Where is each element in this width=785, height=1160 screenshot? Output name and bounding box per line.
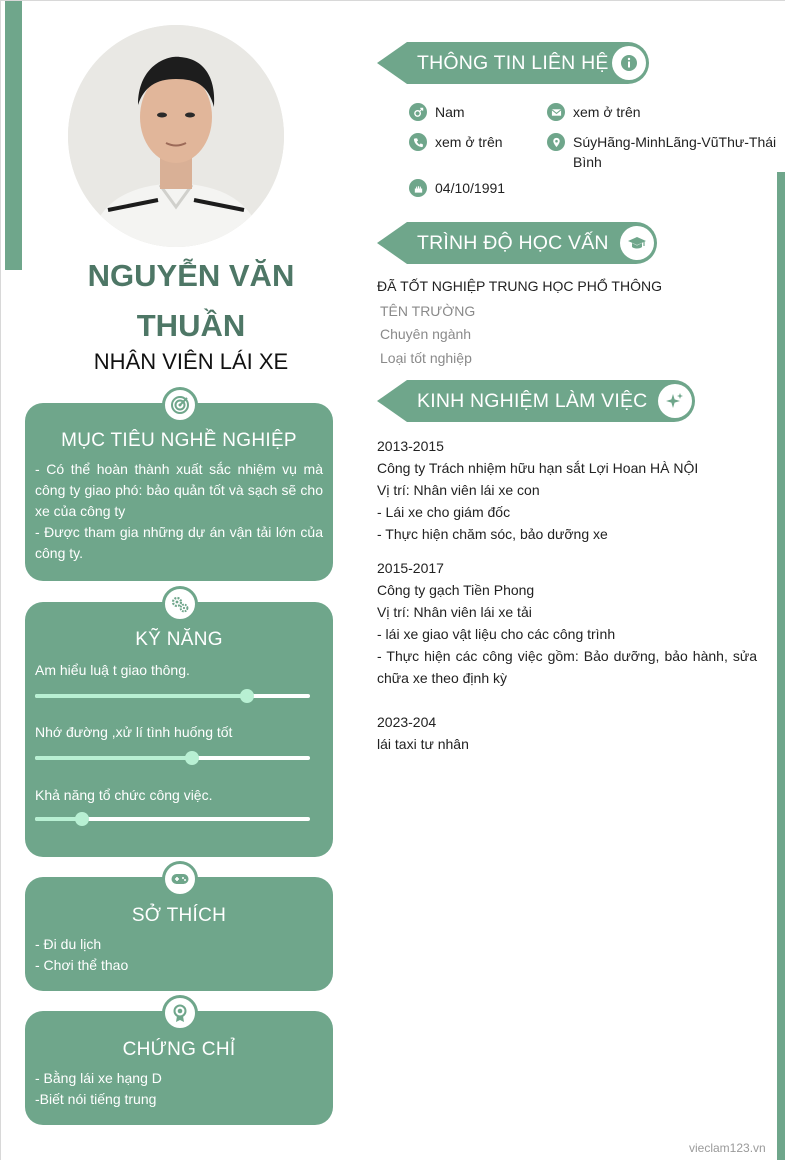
email-value: xem ở trên <box>573 104 641 120</box>
experience-item <box>377 711 757 755</box>
graduation-cap-icon <box>620 226 654 260</box>
contact-phone <box>409 132 539 152</box>
info-icon <box>612 46 646 80</box>
location-pin-icon <box>547 133 565 151</box>
contact-email <box>547 102 747 122</box>
hobbies-body <box>25 934 333 976</box>
gears-icon <box>162 586 198 622</box>
skills-card <box>25 602 333 857</box>
address-line-1: SúyHãng-MinhLãng-VũThư-Thái <box>573 134 777 150</box>
experience-note: lái taxi tư nhân <box>377 736 469 752</box>
education-grade: Loại tốt nghiệp <box>380 350 472 366</box>
gamepad-icon <box>162 861 198 897</box>
education-section-header <box>377 222 657 264</box>
header-arrow <box>377 222 407 264</box>
skill-slider <box>35 817 310 821</box>
experience-item <box>377 557 757 689</box>
skill-fill <box>35 756 192 760</box>
experience-duty: - Thực hiện chăm sóc, bảo dưỡng xe <box>377 526 608 542</box>
header-arrow <box>377 42 407 84</box>
objective-line: - Có thể hoàn thành xuất sắc nhiệm vụ mà công ty giao phó: bảo quản tốt và sạch sẽ cho xe của công ty <box>35 461 323 519</box>
experience-position: Vị trí: Nhân viên lái xe tải <box>377 604 532 620</box>
experience-duty: - Thực hiện các công việc gồm: Bảo dưỡng, bảo hành, sửa chữa xe theo định kỳ <box>377 648 757 686</box>
gender-value: Nam <box>435 104 465 120</box>
contact-title: THÔNG TIN LIÊN HỆ <box>407 42 649 84</box>
contact-birthday <box>409 178 539 198</box>
target-icon <box>162 387 198 423</box>
skill-knob <box>75 812 89 826</box>
phone-icon <box>409 133 427 151</box>
experience-company: Công ty Trách nhiệm hữu hạn sắt Lợi Hoan HÀ NỘI <box>377 460 699 476</box>
education-degree: ĐÃ TỐT NGHIỆP TRUNG HỌC PHỔ THÔNG <box>377 278 662 294</box>
hobbies-card <box>25 877 333 991</box>
skill-slider <box>35 756 310 760</box>
objective-body <box>25 459 333 564</box>
contact-gender <box>409 102 539 122</box>
skill-knob <box>240 689 254 703</box>
hobby-item: - Chơi thể thao <box>35 957 129 973</box>
objective-card <box>25 403 333 581</box>
experience-title: KINH NGHIỆM LÀM VIỆC <box>407 380 695 422</box>
experience-item <box>377 435 757 545</box>
certificate-item: - Bằng lái xe hạng D <box>35 1070 162 1086</box>
hobbies-title: SỞ THÍCH <box>131 905 227 926</box>
experience-period: 2013-2015 <box>377 438 444 454</box>
experience-period: 2023-204 <box>377 714 437 730</box>
experience-duty: - lái xe giao vật liệu cho các công trình <box>377 626 616 642</box>
award-icon <box>162 995 198 1031</box>
skill-label: Am hiểu luậ t giao thông. <box>35 662 190 678</box>
experience-duty: - Lái xe cho giám đốc <box>377 504 511 520</box>
skill-fill <box>35 694 247 698</box>
phone-value: xem ở trên <box>435 134 503 150</box>
gender-icon <box>409 103 427 121</box>
header-arrow <box>377 380 407 422</box>
education-title: TRÌNH ĐỘ HỌC VẤN <box>407 222 657 264</box>
experience-period: 2015-2017 <box>377 560 444 576</box>
right-accent-bar <box>777 172 785 1160</box>
certificates-title: CHỨNG CHỈ <box>122 1039 236 1060</box>
skill-slider <box>35 694 310 698</box>
education-major: Chuyên ngành <box>380 326 472 342</box>
experience-company: Công ty gạch Tiền Phong <box>377 582 535 598</box>
objective-line: - Được tham gia những dự án vận tải lớn của công ty. <box>35 524 323 561</box>
experience-position: Vị trí: Nhân viên lái xe con <box>377 482 540 498</box>
skill-knob <box>185 751 199 765</box>
sparkle-icon <box>658 384 692 418</box>
skills-title: KỸ NĂNG <box>135 629 223 650</box>
experience-section-header <box>377 380 695 422</box>
birthday-value: 04/10/1991 <box>435 180 506 196</box>
job-title: NHÂN VIÊN LÁI XE <box>93 349 289 374</box>
contact-section-header <box>377 42 649 84</box>
candidate-name: NGUYỄN VĂN THUẦN <box>87 258 295 343</box>
watermark: vieclam123.vn <box>689 1141 766 1155</box>
certificates-card <box>25 1011 333 1125</box>
profile-photo <box>68 25 284 247</box>
birthday-cake-icon <box>409 179 427 197</box>
certificate-item: -Biết nói tiếng trung <box>35 1091 157 1107</box>
hobby-item: - Đi du lịch <box>35 936 102 952</box>
certificates-body <box>25 1068 333 1110</box>
address-line-2: Bình <box>573 154 602 170</box>
objective-title: MỤC TIÊU NGHỀ NGHIỆP <box>61 430 297 451</box>
education-school: TÊN TRƯỜNG <box>380 303 476 319</box>
skill-label: Nhớ đường ,xử lí tình huống tốt <box>35 724 233 740</box>
contact-address <box>547 132 781 172</box>
mail-icon <box>547 103 565 121</box>
left-accent-bar <box>5 1 22 270</box>
skill-label: Khả năng tổ chức công việc. <box>35 787 213 803</box>
